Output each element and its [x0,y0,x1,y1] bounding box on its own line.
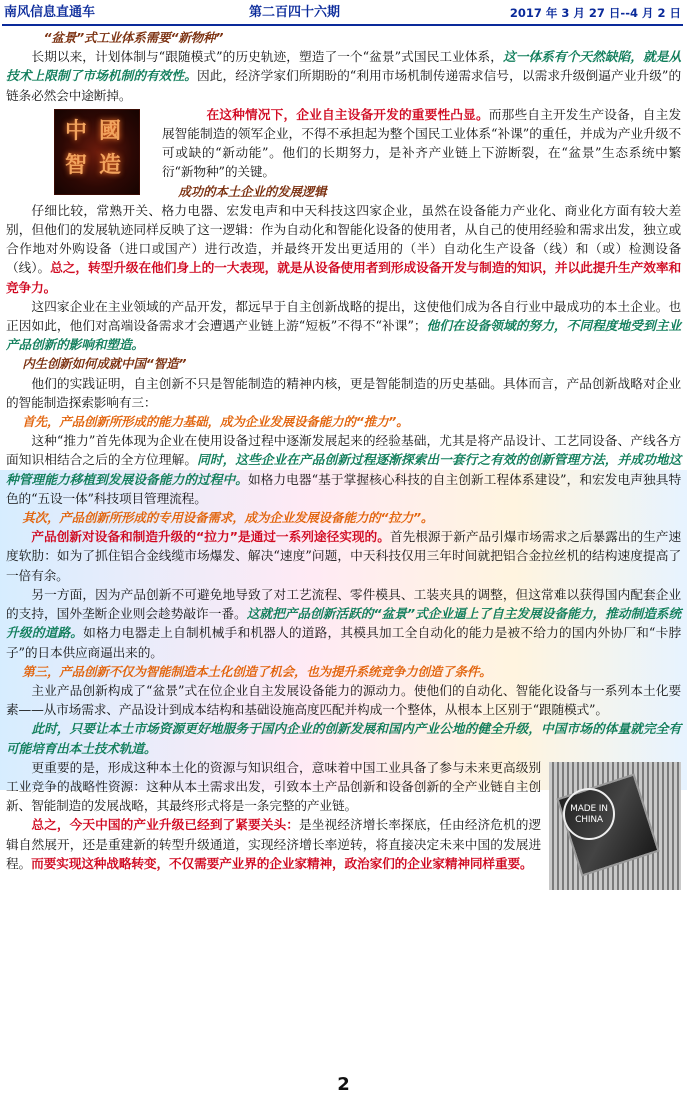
china-smart-manufacturing-image [6,105,156,200]
page-number: 2 [337,1074,350,1095]
section-heading-text: “盆景”式工业体系需要“新物种” [43,30,224,45]
paragraph-text: 首先根源于新产品引爆市场需求之后暴露出的生产速度软肋：如为了抓住铝合金线缆市场爆发、解决“速度”问题，中天科技仅用三年时间就把铝合金拉丝机的结构速度提高了一倍有余。 [6,529,681,583]
highlighted-text: 这一体系有个天然缺陷，就是从技术上限制了市场机制的有效性。 [6,49,682,84]
paragraph-text: 这种“推力”首先体现为企业在使用设备过程中逐渐发展起来的经验基础，尤其是将产品设计、工艺同设备、产线各方面知识相结合之后的全方位理解。 [6,433,681,468]
paragraph [6,585,681,662]
section-heading-penjing [6,28,681,47]
point-heading-text: 首先，产品创新所形成的能力基础，成为企业发展设备能力的“推力”。 [22,414,409,430]
point-heading-text: 第三，产品创新不仅为智能制造本土化创造了机会，也为提升系统竞争力创造了条件。 [22,663,492,679]
point-heading-text: 其次，产品创新所形成的专用设备需求，成为企业发展设备能力的“拉力”。 [22,510,434,526]
paragraph [6,47,681,105]
point-heading-pull [6,508,681,527]
paragraph-text: 更重要的是，形成这种本土化的资源与知识组合，意味着中国工业具备了参与未来更高级别工业竞争的战略性资源：这种从本土需求出发，引致本土产品创新和设备创新的全产业链自主创新、智能制造的发展战略，其最终形式将是一条完整的产业链。 [6,759,541,814]
issue-number: 第二百四十六期 [249,5,341,20]
paragraph-text: 是坐视经济增长率探底，任由经济危机的逻辑自然展开，还是重建新的转型升级通道，实现经济增长率逆转，将直接决定未来中国的发展进程。 [6,817,541,871]
highlighted-text: 他们在设备领域的努力，不同程度地受到主业产品创新的影响和塑造。 [6,318,682,353]
page-header [4,3,683,23]
paragraph [6,201,681,297]
paragraph-text: 主业产品创新构成了“盆景”式在位企业自主发展设备能力的源动力。使他们的自动化、智能化设备与一系列本土化要素——从市场需求、产品设计到成本结构和基础设施高度匹配并构成一个整体，从根本上区别于“跟随模式”。 [6,682,681,718]
highlighted-text: 总之，今天中国的产业升级已经到了紧要关头： [31,817,300,833]
paragraph [6,681,681,719]
made-in-china-seal: MADE IN CHINA [563,788,615,840]
made-in-china-chip-image [549,762,681,890]
date-range: 2017 年 3 月 27 日--4 月 2 日 [509,6,681,20]
circuit-board-picture [549,762,681,890]
paragraph [6,297,681,355]
highlighted-text: 同时，这些企业在产品创新过程逐渐探索出一套行之有效的创新管理方法，并成功地这种管理能力移植到发展设备能力的过程中。 [6,452,681,487]
highlighted-text: 产品创新对设备和制造升级的“拉力”是通过一系列途径实现的。 [31,529,390,545]
highlighted-text: 而要实现这种战略转变，不仅需要产业界的企业家精神，政治家们的企业家精神同样重要。 [31,855,533,871]
section-heading-text: 成功的本土企业的发展逻辑 [178,183,327,199]
section-heading-endogenous-innovation [6,354,681,373]
paragraph-text: 因此，经济学家们所期盼的“利用市场机制传递需求信号，以需求升级倒逼产业升级”的链条必然会中途断掉。 [6,68,681,103]
paragraph-text: 他们的实践证明，自主创新不只是智能制造的精神内核，更是智能制造的历史基础。具体而言，产品创新战略对企业的智能制造探索影响有三： [6,375,681,410]
highlighted-text: 总之，转型升级在他们身上的一大表现，就是从设备使用者到形成设备开发与制造的知识，并以此提升生产效率和竞争力。 [6,260,681,295]
paragraph-text: 如格力电器“基于掌握核心科技的自主创新工程体系建设”，和宏发电声独具特色的“五设一体”科技项目管理流程。 [6,471,681,506]
paragraph-text: 如格力电器走上自制机械手和机器人的道路，其模具加工全自动化的能力是被不给力的国内外协厂和“卡脖子”的日本供应商逼出来的。 [6,625,681,660]
paragraph [6,527,681,585]
zhongguo-zhizao-logo: 中 國 智 造 [54,109,140,195]
highlighted-text: 在这种情况下，企业自主设备开发的重要性凸显。 [206,106,489,122]
highlighted-text: 此时，只要让本土市场资源更好地服务于国内企业的创新发展和国内产业公地的健全升级，中国市场的体量就完全有可能培育出本土技术轨道。 [6,721,681,756]
paragraph-text: 长期以来，计划体制与“跟随模式”的历史轨迹，塑造了一个“盆景”式国民工业体系， [31,49,503,65]
paragraph [6,374,681,412]
point-heading-third [6,662,681,681]
paragraph [6,719,681,757]
highlighted-text: 这就把产品创新活跃的“盆景”式企业逼上了自主发展设备能力，推动制造系统升级的道路。 [6,606,682,641]
header-divider [2,24,683,26]
article-body [6,28,681,890]
paragraph-text: 这四家企业在主业领域的产品开发，都远早于自主创新战略的提出，这使他们成为各自行业中最成功的本土企业。也正因如此，他们对高端设备需求才会遭遇产业链上游“短板”不得不“补课”； [6,298,681,334]
point-heading-push [6,412,681,431]
section-heading-text: 内生创新如何成就中国“智造” [22,356,187,372]
paragraph [6,431,681,508]
paragraph-text: 仔细比较，常熟开关、格力电器、宏发电声和中天科技这四家企业，虽然在设备能力产业化、商业化方面有较大差别，但他们的发展轨迹同样反映了这一逻辑：作为自动化和智能化设备的使用者，从自己的使用经验和需求出发，独立或合作地对外购设备（进口或国产）进行改造，并最终开发出更适用的（半）自动化生产设备（线）和（或）检测设备（线）。 [6,202,681,276]
paragraph-text: 而那些自主开发生产设备，自主发展智能制造的领军企业，不得不承担起为整个国民工业体系“补课”的重任，并成为产业升级不可或缺的“新动能”。他们的长期努力，是补齐产业链上下游断裂，在“盆景”生态系统中繁衍“新物种”的关键。 [162,106,682,180]
paragraph-text: 另一方面，因为产品创新不可避免地导致了对工艺流程、零件模具、工装夹具的调整，但这常难以获得国内配套企业的支持，国外垄断企业则会趁势敲诈一番。 [6,586,681,622]
newsletter-name: 南风信息直通车 [4,5,96,20]
